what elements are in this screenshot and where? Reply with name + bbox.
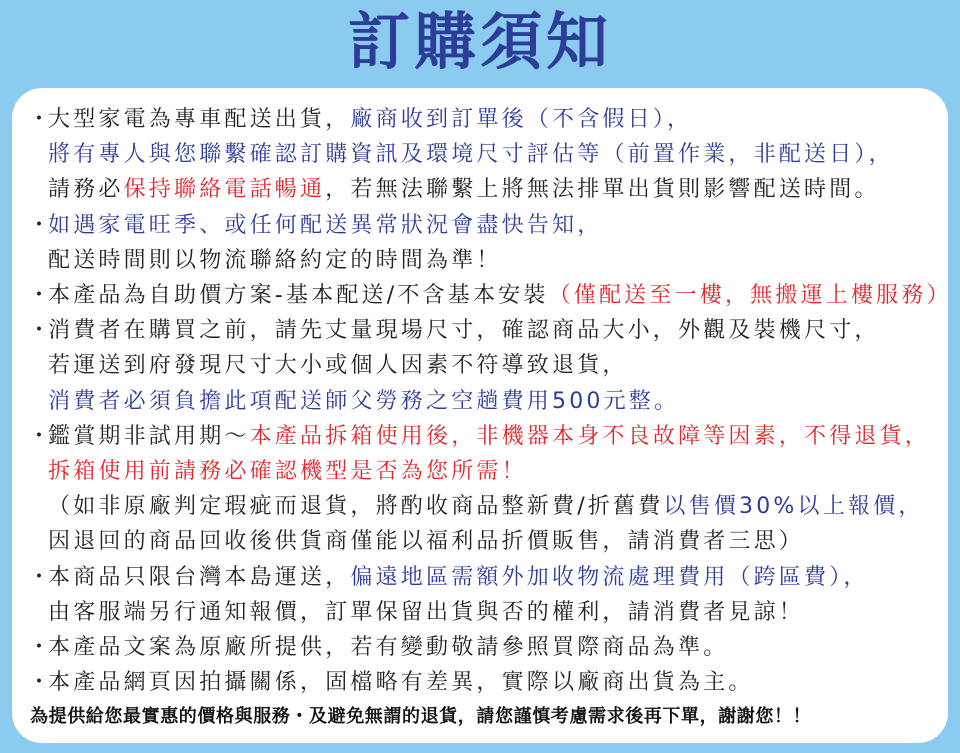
notice-line: [48, 490, 924, 524]
notice-text-segment: 請務必: [48, 177, 124, 203]
bullet-dot: ・: [28, 212, 51, 238]
notice-text-segment: 因退回的商品回收後供貨商僅能以福利品折價販售，請消費者三思）: [48, 529, 805, 555]
notice-text-segment: 消費者必須負擔此項配送師父勞務之空趟費用500元整。: [48, 388, 680, 414]
notice-line: [48, 349, 628, 383]
bullet-dot: ・: [28, 423, 51, 449]
notice-text-segment: 以售價30%以上報價，: [663, 494, 924, 520]
notice-text-segment: 廠商收到訂單後（不含假日），: [350, 107, 693, 132]
notice-line: [48, 631, 728, 665]
notice-text-segment: 鑑賞期非試用期～: [48, 423, 250, 449]
notice-text-segment: 本產品為自助價方案-基本配送/不含基本安裝: [48, 283, 549, 308]
notice-line: [48, 596, 804, 630]
notice-text-segment: 本商品只限台灣本島運送，: [48, 564, 351, 590]
notice-line: [48, 314, 880, 348]
notice-text-segment: 保持聯絡電話暢通: [123, 177, 326, 203]
notice-line: [48, 666, 754, 700]
notice-text-segment: 消費者在購買之前，請先丈量現場尺寸，確認商品大小，外觀及裝機尺寸，: [48, 318, 880, 344]
notice-line: [48, 279, 952, 313]
notice-panel: [12, 88, 952, 743]
notice-text-segment: 大型家電為專車配送出貨，: [48, 107, 351, 132]
bullet-dot: ・: [28, 318, 51, 344]
notice-text-segment: 本產品文案為原廠所提供，若有變動敬請參照買際商品為準。: [48, 635, 729, 660]
footer-note: 為提供給您最實惠的價格與服務・及避免無謂的退貨，請您謹慎考慮需求後再下單，謝謝您！！: [30, 706, 812, 727]
notice-line: [48, 138, 894, 172]
page-title: 訂購須知: [347, 5, 612, 78]
bullet-dot: ・: [28, 670, 51, 696]
notice-line: [48, 103, 692, 137]
notice-text-segment: 由客服端另行通知報價，訂單保留出貨與否的權利，請消費者見諒！: [48, 599, 805, 625]
notice-text-segment: ，若無法聯繫上將無法排單出貨則影響配送時間。: [325, 177, 880, 203]
notice-text-segment: 將有專人與您聯繫確認訂購資訊及環境尺寸評估等（前置作業，非配送日），: [48, 142, 894, 168]
notice-line: [48, 420, 930, 454]
notice-text-segment: 本產品網頁因拍攝關係，固檔略有差異，實際以廠商出貨為主。: [48, 670, 754, 696]
notice-text-segment: （如非原廠判定瑕疵而退貨，將酌收商品整新費/折舊費: [48, 494, 664, 520]
notice-line: [48, 244, 502, 278]
notice-text-segment: 配送時間則以物流聯絡約定的時間為準！: [48, 247, 502, 273]
notice-text-segment: 如遇家電旺季、或任何配送異常狀況會盡快告知，: [48, 212, 603, 238]
bullet-dot: ・: [28, 564, 51, 590]
notice-text-segment: 拆箱使用前請務必確認機型是否為您所需！: [48, 459, 527, 484]
bullet-dot: ・: [28, 283, 51, 308]
notice-text-segment: 若運送到府發現尺寸大小或個人因素不符導致退貨，: [48, 353, 628, 379]
notice-line: [48, 561, 869, 595]
bullet-dot: ・: [28, 635, 51, 660]
bullet-dot: ・: [28, 107, 51, 132]
notice-line: [48, 173, 880, 207]
notice-line: [48, 525, 804, 559]
notice-text-segment: 偏遠地區需額外加收物流處理費用（跨區費），: [350, 564, 869, 590]
notice-line: [48, 209, 602, 243]
notice-text-segment: （僅配送至一樓，無搬運上樓服務）: [548, 283, 952, 308]
notice-text-segment: 本產品拆箱使用後，非機器本身不良故障等因素，不得退貨，: [249, 423, 931, 449]
notice-line: [48, 455, 527, 489]
notice-line: [48, 385, 679, 419]
